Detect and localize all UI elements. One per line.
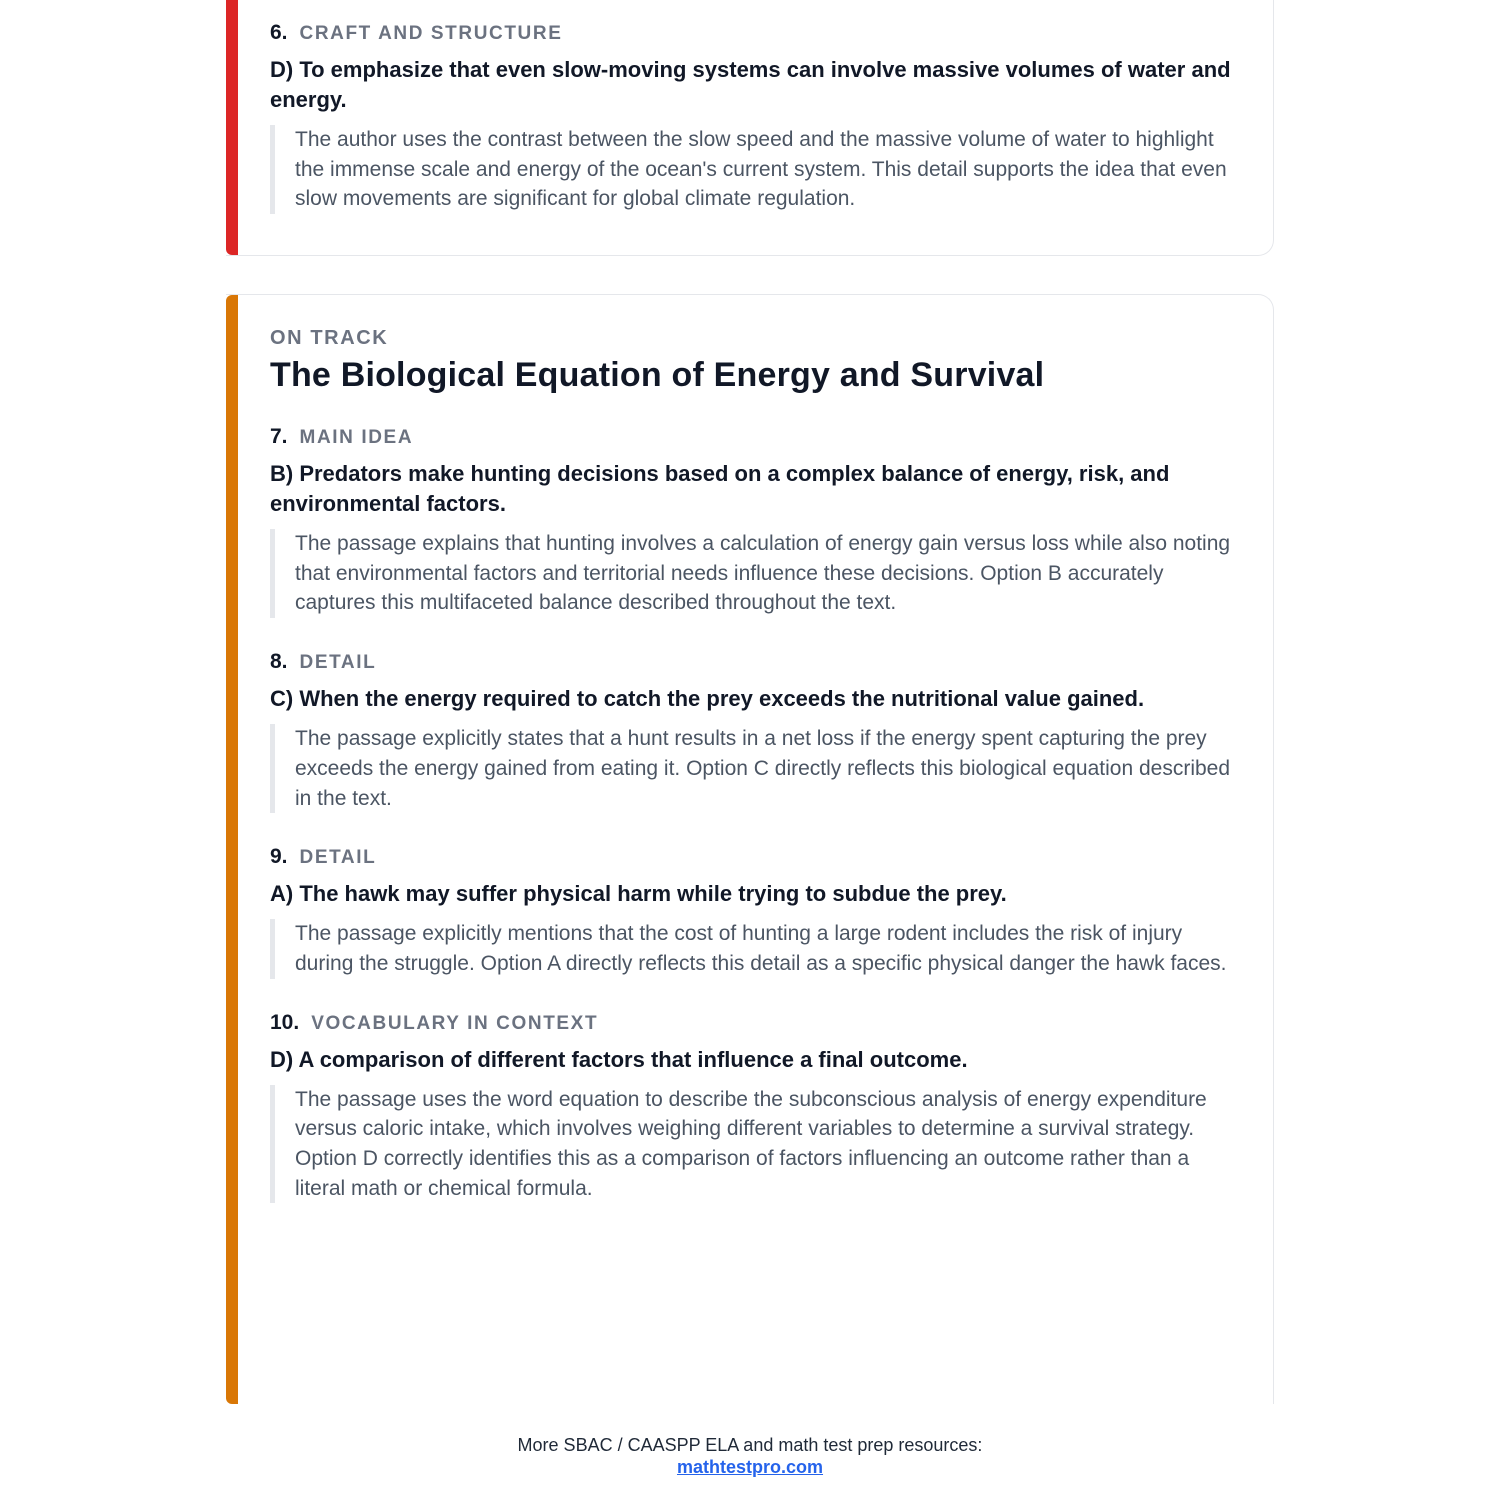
correct-answer: B) Predators make hunting decisions based on a complex balance of energy, risk, and environmental factors.	[270, 461, 1170, 516]
question-category: DETAIL	[299, 847, 377, 869]
status-label: ON TRACK	[270, 327, 389, 349]
footer-text: More SBAC / CAASPP ELA and math test prep resources:	[517, 1435, 983, 1455]
passage-title: The Biological Equation of Energy and Survival	[270, 356, 1045, 394]
footer	[0, 1434, 1500, 1478]
question-header	[270, 425, 1239, 449]
question-category: DETAIL	[299, 652, 377, 674]
answer-explanation: The author uses the contrast between the slow speed and the massive volume of water to highlight the immense scale and energy of the ocean's current system. This detail supports the idea that even slow movements are significant for global climate regulation.	[270, 125, 1239, 214]
answer-explanation: The passage explicitly states that a hunt results in a net loss if the energy spent capturing the prey exceeds the energy gained from eating it. Option C directly reflects this biological equation described in the text.	[270, 724, 1239, 813]
correct-answer: A) The hawk may suffer physical harm while trying to subdue the prey.	[270, 881, 1007, 907]
answer-card	[226, 294, 1274, 1404]
answer-card	[226, 0, 1274, 256]
question-category: CRAFT AND STRUCTURE	[299, 23, 563, 44]
question-header	[270, 1011, 1239, 1035]
question-number: 10.	[270, 1010, 300, 1034]
question-header	[270, 650, 1239, 674]
question-header	[270, 845, 1239, 869]
answer-explanation: The passage explicitly mentions that the cost of hunting a large rodent includes the risk of injury during the struggle. Option A directly reflects this detail as a specific physical danger the hawk faces.	[270, 919, 1239, 978]
question-number: 7.	[270, 425, 288, 448]
question-block	[270, 21, 1239, 214]
question-block	[270, 845, 1239, 978]
question-number: 6.	[270, 21, 288, 44]
answer-explanation: The passage explains that hunting involves a calculation of energy gain versus loss while also noting that environmental factors and territorial needs influence these decisions. Option B accurately captures this multifaceted balance described throughout the text.	[270, 529, 1239, 618]
answer-explanation: The passage uses the word equation to describe the subconscious analysis of energy expenditure versus caloric intake, which involves weighing different variables to determine a survival strategy. Option D correctly identifies this as a comparison of factors influencing an outcome rather than a literal math or chemical formula.	[270, 1085, 1239, 1204]
question-header	[270, 21, 1239, 45]
footer-link[interactable]: mathtestpro.com	[676, 1457, 824, 1477]
question-number: 9.	[270, 845, 288, 869]
question-number: 8.	[270, 650, 288, 674]
question-category: VOCABULARY IN CONTEXT	[311, 1012, 599, 1034]
correct-answer: D) A comparison of different factors that influence a final outcome.	[270, 1046, 968, 1072]
correct-answer: D) To emphasize that even slow-moving systems can involve massive volumes of water and energy.	[270, 57, 1231, 112]
question-category: MAIN IDEA	[299, 427, 414, 448]
correct-answer: C) When the energy required to catch the prey exceeds the nutritional value gained.	[270, 686, 1145, 712]
question-block	[270, 650, 1239, 813]
question-block	[270, 425, 1239, 618]
question-block	[270, 1011, 1239, 1204]
